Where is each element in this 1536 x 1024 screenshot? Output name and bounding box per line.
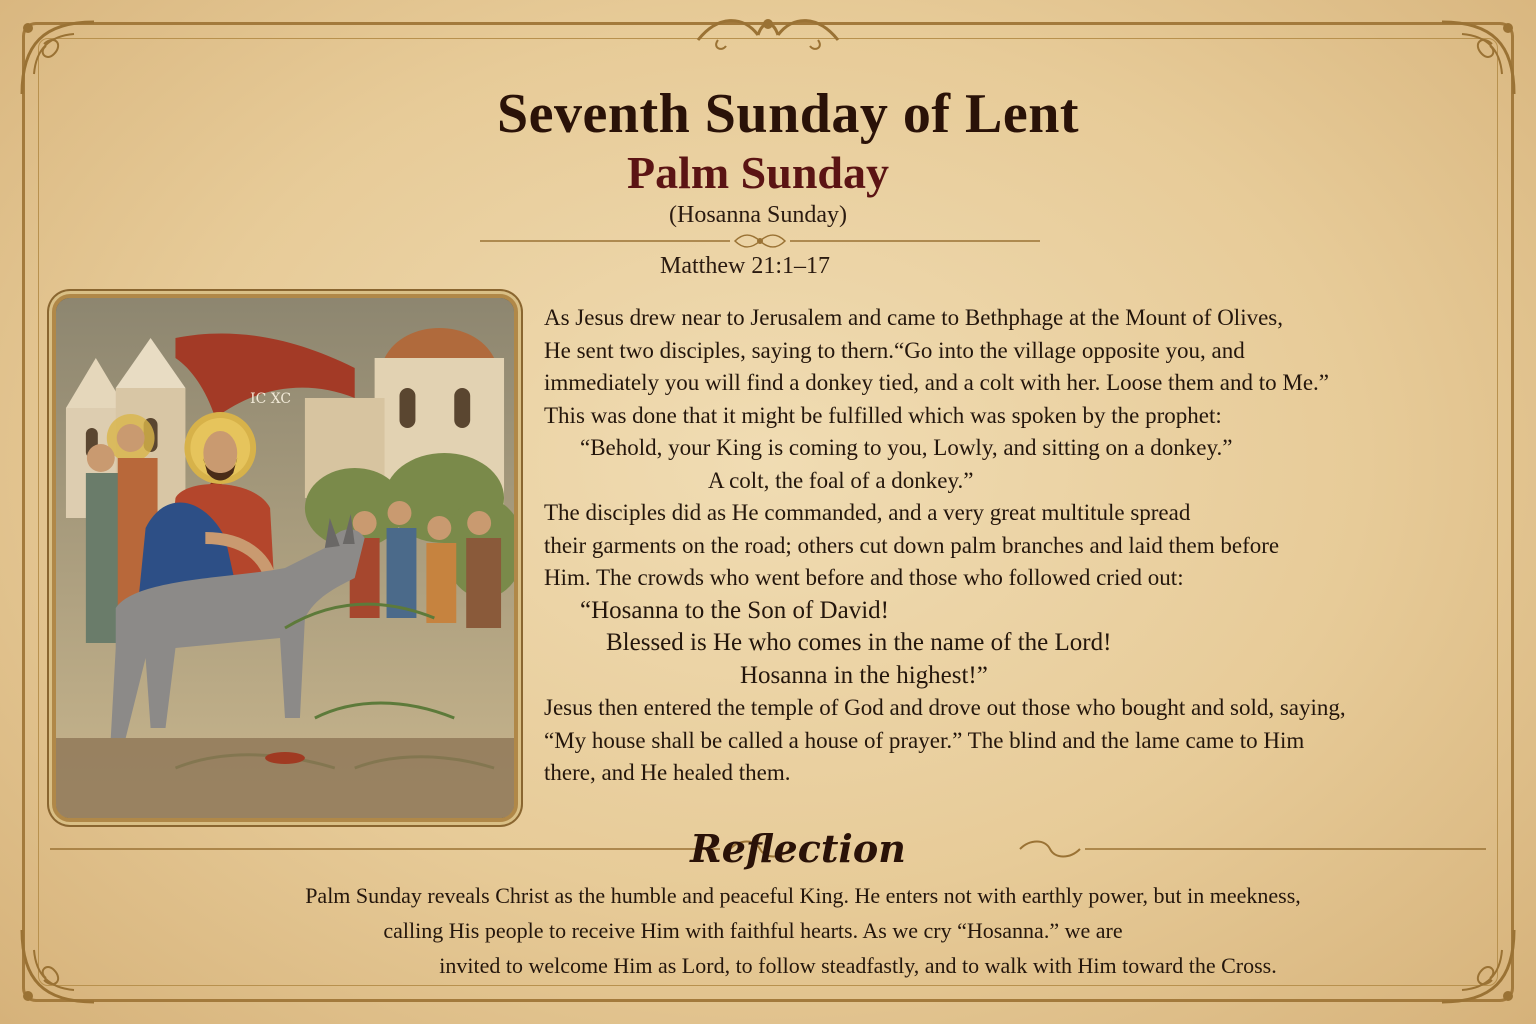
passage-line: He sent two disciples, saying to thern.“Go into the village opposite you, and: [544, 337, 1245, 363]
prophecy-line: “Behold, your King is coming to you, Lowly, and sitting on a donkey.”: [580, 435, 1233, 460]
feast-alt-name: (Hosanna Sunday): [669, 202, 847, 228]
reflection-line: Palm Sunday reveals Christ as the humble and peaceful King. He enters not with earthly power, but in meekness,: [305, 883, 1301, 908]
reflection-line: invited to welcome Him as Lord, to follow steadfastly, and to walk with Him toward the Cross.: [439, 953, 1277, 978]
hosanna-line: Blessed is He who comes in the name of the Lord!: [606, 629, 1112, 656]
passage-line: immediately you will find a donkey tied, and a colt with her. Loose them and to Me.”: [544, 370, 1330, 395]
page-title: Seventh Sunday of Lent: [496, 83, 1080, 145]
feast-name: Palm Sunday: [626, 147, 890, 198]
hosanna-line: “Hosanna to the Son of David!: [580, 596, 889, 624]
passage-line: their garments on the road; others cut down palm branches and laid them before: [544, 532, 1280, 558]
passage-line: Him. The crowds who went before and those who followed cried out:: [544, 565, 1184, 590]
hosanna-line: Hosanna in the highest!”: [740, 661, 988, 689]
passage-line: As Jesus drew near to Jerusalem and came to Bethphage at the Mount of Olives,: [544, 305, 1283, 330]
scripture-reference: Matthew 21:1–17: [660, 253, 830, 279]
reflection-heading: Reflection: [690, 826, 906, 871]
passage-line: “My house shall be called a house of prayer.” The blind and the lame came to Him: [544, 727, 1305, 753]
passage-line: Jesus then entered the temple of God and drove out those who bought and sold, saying,: [544, 695, 1346, 720]
top-scroll-ornament-icon: [688, 10, 848, 56]
prophecy-line: A colt, the foal of a donkey.”: [708, 467, 974, 493]
ornamental-divider-icon: [480, 232, 1040, 250]
scripture-passage: [544, 302, 1494, 790]
ic-xc-inscription: IC XC: [250, 390, 292, 408]
palm-sunday-icon-painting: [52, 294, 518, 822]
passage-line: there, and He healed them.: [544, 760, 791, 785]
reflection-line: calling His people to receive Him with faithful hearts. As we cry “Hosanna.” we are: [383, 918, 1123, 943]
reflection-body: [0, 878, 1536, 983]
passage-line: This was done that it might be fulfilled which was spoken by the prophet:: [544, 402, 1222, 428]
passage-line: The disciples did as He commanded, and a very great multitule spread: [544, 500, 1191, 525]
